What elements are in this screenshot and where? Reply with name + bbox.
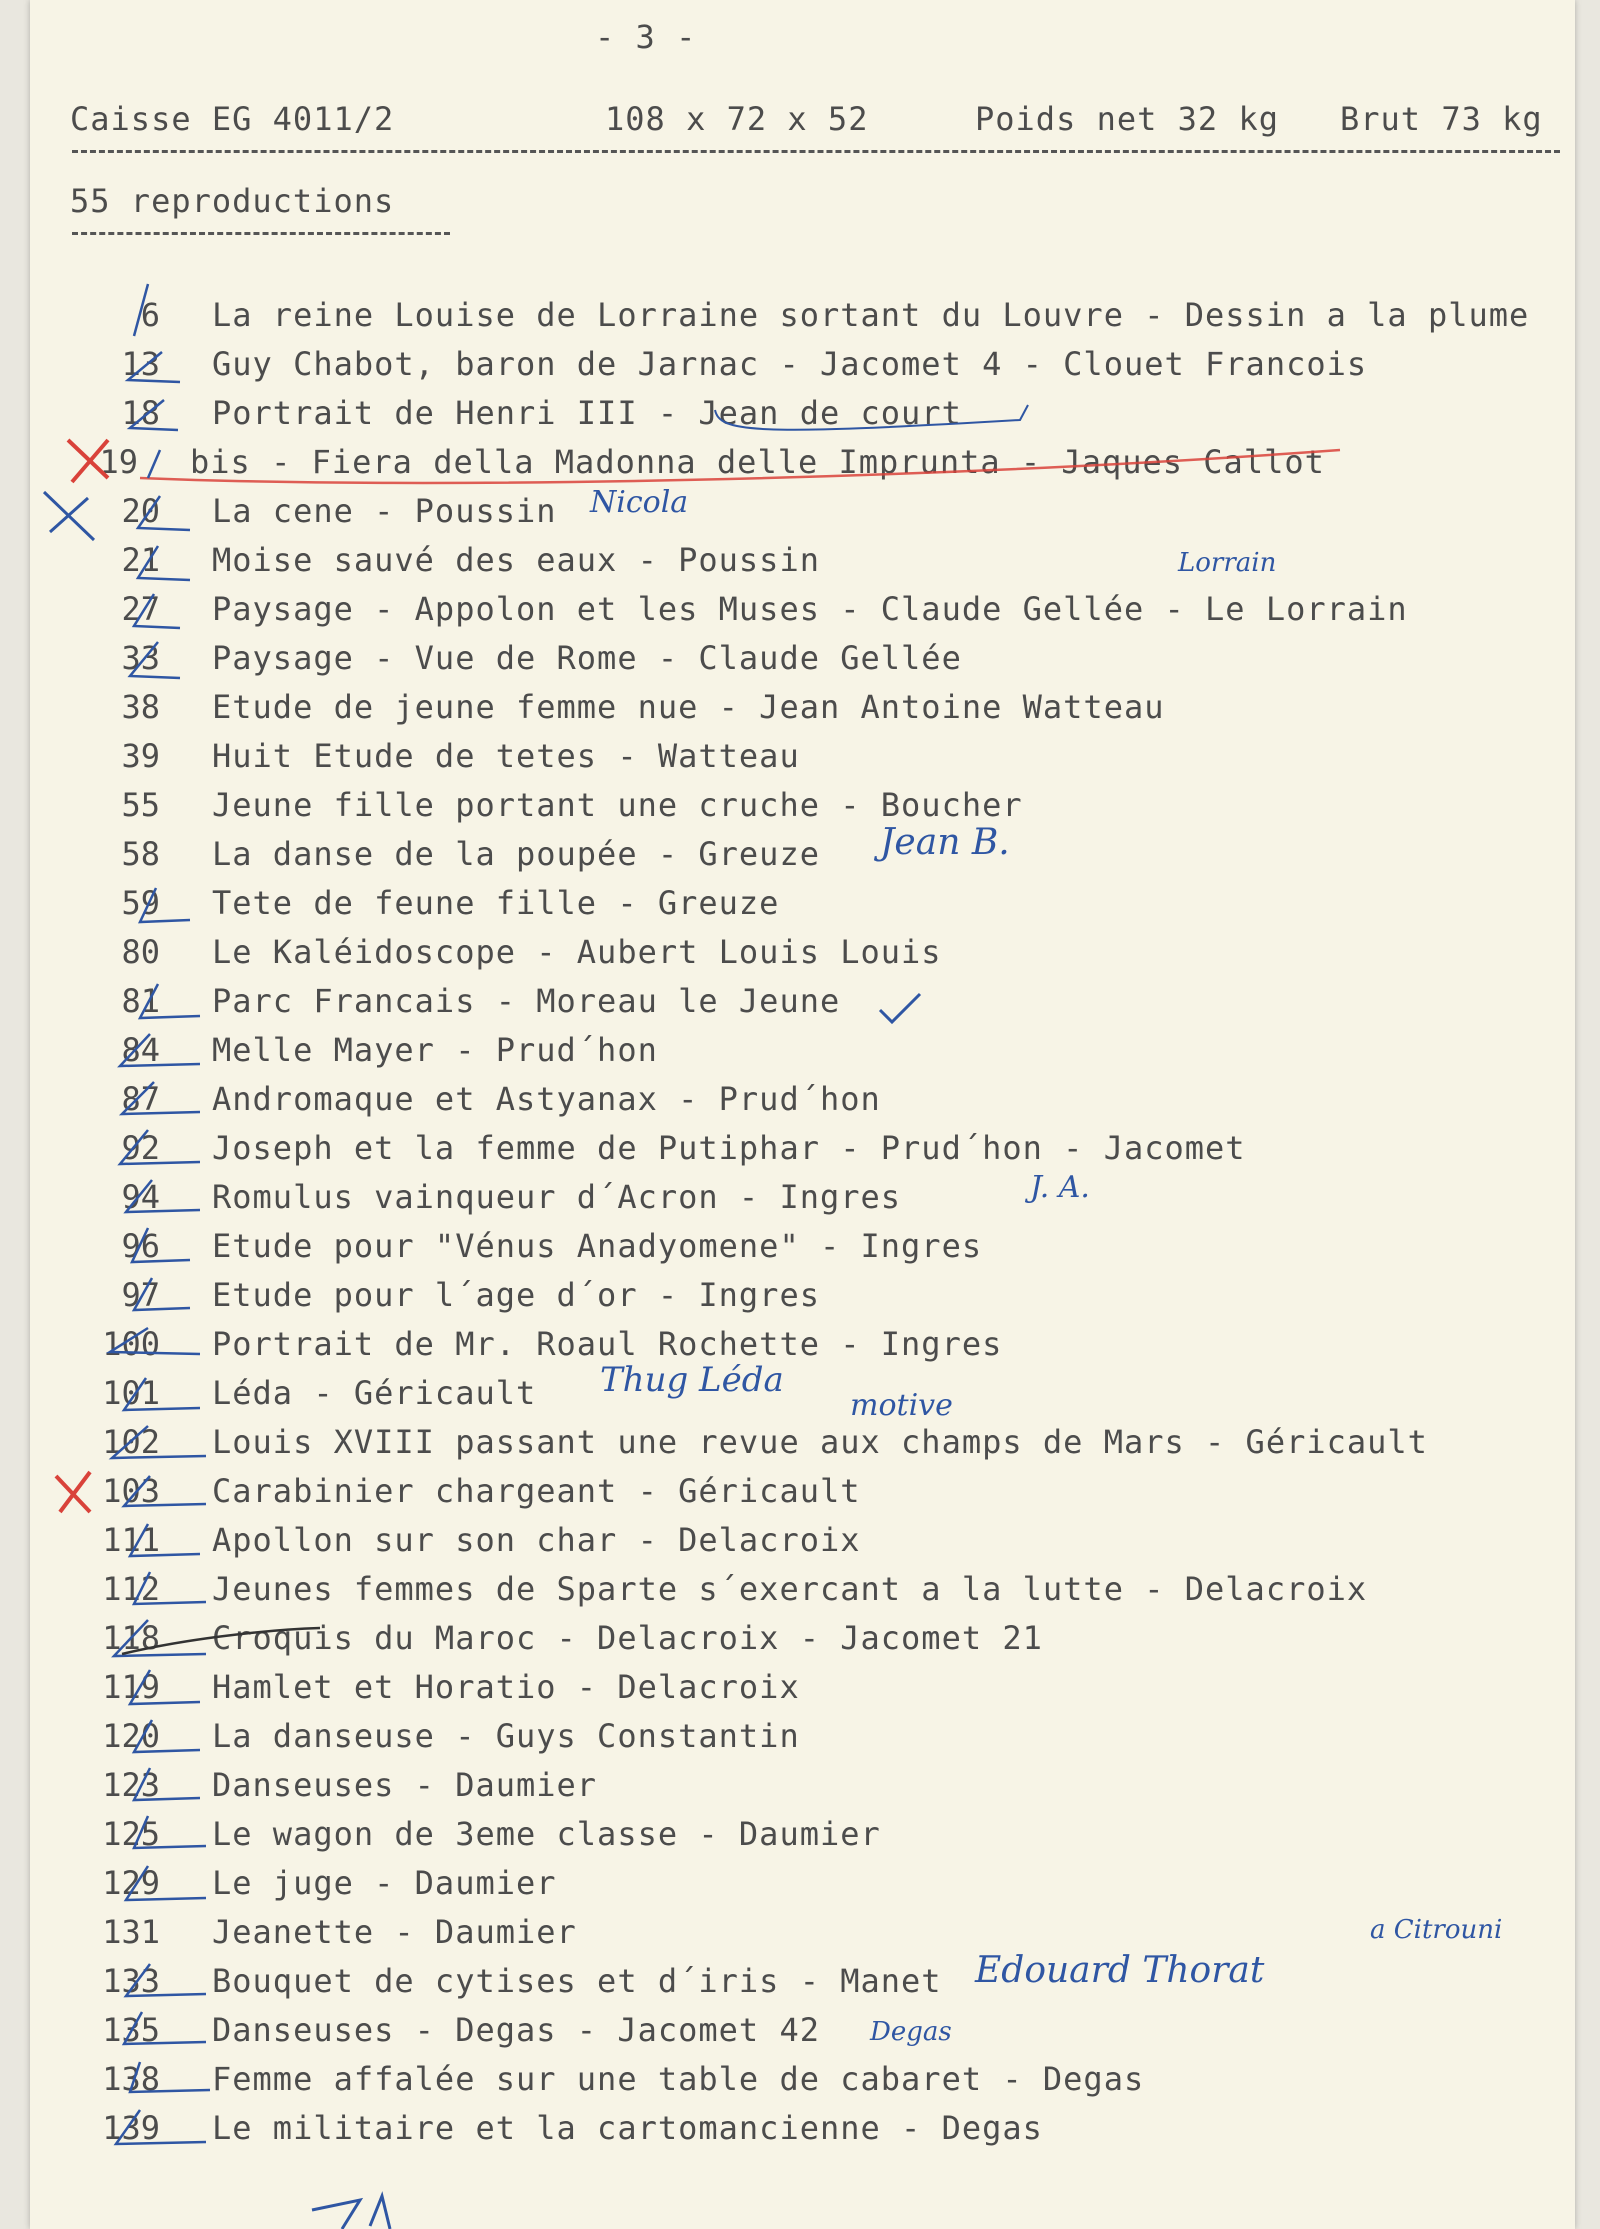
handwritten-note: J. A.	[1030, 1170, 1090, 1205]
item-description: Etude de jeune femme nue - Jean Antoine Watteau	[212, 688, 1165, 726]
handwritten-note: Thug Léda	[600, 1360, 784, 1400]
item-description: Femme affalée sur une table de cabaret - Degas	[212, 2060, 1145, 2098]
pen-stroke	[122, 1628, 320, 1654]
item-description: La danseuse - Guys Constantin	[212, 1717, 800, 1755]
item-number: 123	[102, 1766, 160, 1804]
item-number: 20	[121, 492, 160, 530]
item-description: Etude pour l´age d´or - Ingres	[212, 1276, 820, 1314]
item-description: Etude pour "Vénus Anadyomene" - Ingres	[212, 1227, 983, 1265]
item-description: Jeune fille portant une cruche - Boucher	[212, 786, 1023, 824]
blue-tick-marks	[110, 284, 210, 2144]
item-number: 138	[102, 2060, 160, 2098]
item-description: Le militaire et la cartomancienne - Degas	[212, 2109, 1043, 2147]
item-description: La danse de la poupée - Greuze	[212, 835, 820, 873]
item-description: bis - Fiera della Madonna delle Imprunta - Jaques Callot	[190, 443, 1325, 481]
item-description: Andromaque et Astyanax - Prud´hon	[212, 1080, 881, 1118]
item-number: 19	[99, 443, 138, 481]
item-number: 96	[121, 1227, 160, 1265]
item-description: Moise sauvé des eaux - Poussin	[212, 541, 820, 579]
item-description: Romulus vainqueur d´Acron - Ingres	[212, 1178, 902, 1216]
item-number: 118	[102, 1619, 160, 1657]
item-number: 55	[121, 786, 160, 824]
item-description: Le Kaléidoscope - Aubert Louis Louis	[212, 933, 942, 971]
item-number: 100	[102, 1325, 160, 1363]
item-description: Paysage - Vue de Rome - Claude Gellée	[212, 639, 962, 677]
item-description: Le juge - Daumier	[212, 1864, 557, 1902]
item-number: 111	[102, 1521, 160, 1559]
item-description: Hamlet et Horatio - Delacroix	[212, 1668, 800, 1706]
item-number: 94	[121, 1178, 160, 1216]
item-number: 84	[121, 1031, 160, 1069]
item-number: 139	[102, 2109, 160, 2147]
item-number: 129	[102, 1864, 160, 1902]
handwritten-note: Nicola	[590, 485, 689, 520]
red-x-mark	[56, 1472, 90, 1512]
item-description: Joseph et la femme de Putiphar - Prud´hon - Jacomet	[212, 1129, 1246, 1167]
item-description: Danseuses - Degas - Jacomet 42	[212, 2011, 820, 2049]
item-description: Croquis du Maroc - Delacroix - Jacomet 21	[212, 1619, 1043, 1657]
item-description: Huit Etude de tetes - Watteau	[212, 737, 800, 775]
item-number: 135	[102, 2011, 160, 2049]
check-mark	[880, 994, 920, 1022]
item-description: Danseuses - Daumier	[212, 1766, 598, 1804]
item-description: Tete de feune fille - Greuze	[212, 884, 780, 922]
item-number: 133	[102, 1962, 160, 2000]
document-page	[30, 0, 1575, 2229]
item-number: 18	[121, 394, 160, 432]
red-x-mark	[68, 440, 108, 482]
item-description: Paysage - Appolon et les Muses - Claude Gellée - Le Lorrain	[212, 590, 1408, 628]
item-description: Jeanette - Daumier	[212, 1913, 577, 1951]
item-description: Bouquet de cytises et d´iris - Manet	[212, 1962, 942, 2000]
item-number: 59	[121, 884, 160, 922]
item-number: 125	[102, 1815, 160, 1853]
item-number: 27	[121, 590, 160, 628]
blue-x-mark	[44, 492, 94, 540]
item-number: 119	[102, 1668, 160, 1706]
item-description: Le wagon de 3eme classe - Daumier	[212, 1815, 881, 1853]
item-description: Léda - Géricault	[212, 1374, 537, 1412]
item-number: 131	[102, 1913, 160, 1951]
item-description: La reine Louise de Lorraine sortant du Louvre - Dessin a la plume	[212, 296, 1530, 334]
red-underline-mark	[140, 450, 1340, 483]
item-description: Melle Mayer - Prud´hon	[212, 1031, 658, 1069]
item-number: 58	[121, 835, 160, 873]
header-crate: Caisse EG 4011/2	[70, 100, 395, 138]
item-number: 97	[121, 1276, 160, 1314]
handwritten-note: Lorrain	[1178, 548, 1277, 578]
item-number: 21	[121, 541, 160, 579]
item-number: 6	[140, 296, 160, 334]
item-description: Apollon sur son char - Delacroix	[212, 1521, 861, 1559]
item-number: 87	[121, 1080, 160, 1118]
item-number: 81	[121, 982, 160, 1020]
handwritten-note: Jean B.	[880, 822, 1010, 863]
header-dimensions: 108 x 72 x 52	[605, 100, 869, 138]
handwritten-note: motive	[850, 1388, 953, 1423]
item-description: Parc Francais - Moreau le Jeune	[212, 982, 841, 1020]
item-number: 92	[121, 1129, 160, 1167]
handwritten-note: Edouard Thorat	[975, 1950, 1265, 1991]
ink-marks	[30, 0, 1575, 2229]
header-net-weight: Poids net 32 kg	[975, 100, 1279, 138]
item-number: 102	[102, 1423, 160, 1461]
item-description: Carabinier chargeant - Géricault	[212, 1472, 861, 1510]
item-number: 38	[121, 688, 160, 726]
item-description: Guy Chabot, baron de Jarnac - Jacomet 4 - Clouet Francois	[212, 345, 1368, 383]
item-description: Jeunes femmes de Sparte s´exercant a la lutte - Delacroix	[212, 1570, 1368, 1608]
item-number: 112	[102, 1570, 160, 1608]
item-description: La cene - Poussin	[212, 492, 557, 530]
item-number: 39	[121, 737, 160, 775]
handwritten-note: Degas	[870, 2017, 952, 2047]
item-description: Portrait de Mr. Roaul Rochette - Ingres	[212, 1325, 1003, 1363]
section-title: 55 reproductions	[70, 182, 395, 220]
item-number: 101	[102, 1374, 160, 1412]
page-number: - 3 -	[595, 18, 697, 56]
item-number: 80	[121, 933, 160, 971]
item-number: 13	[121, 345, 160, 383]
item-description: Louis XVIII passant une revue aux champs de Mars - Géricault	[212, 1423, 1428, 1461]
bracket-mark	[715, 405, 1028, 430]
item-number: 33	[121, 639, 160, 677]
bottom-scribble	[312, 2196, 390, 2229]
item-number: 120	[102, 1717, 160, 1755]
item-number: 103	[102, 1472, 160, 1510]
item-description: Portrait de Henri III - Jean de court	[212, 394, 962, 432]
header-gross-weight: Brut 73 kg	[1340, 100, 1543, 138]
handwritten-note: a Citrouni	[1370, 1915, 1503, 1945]
